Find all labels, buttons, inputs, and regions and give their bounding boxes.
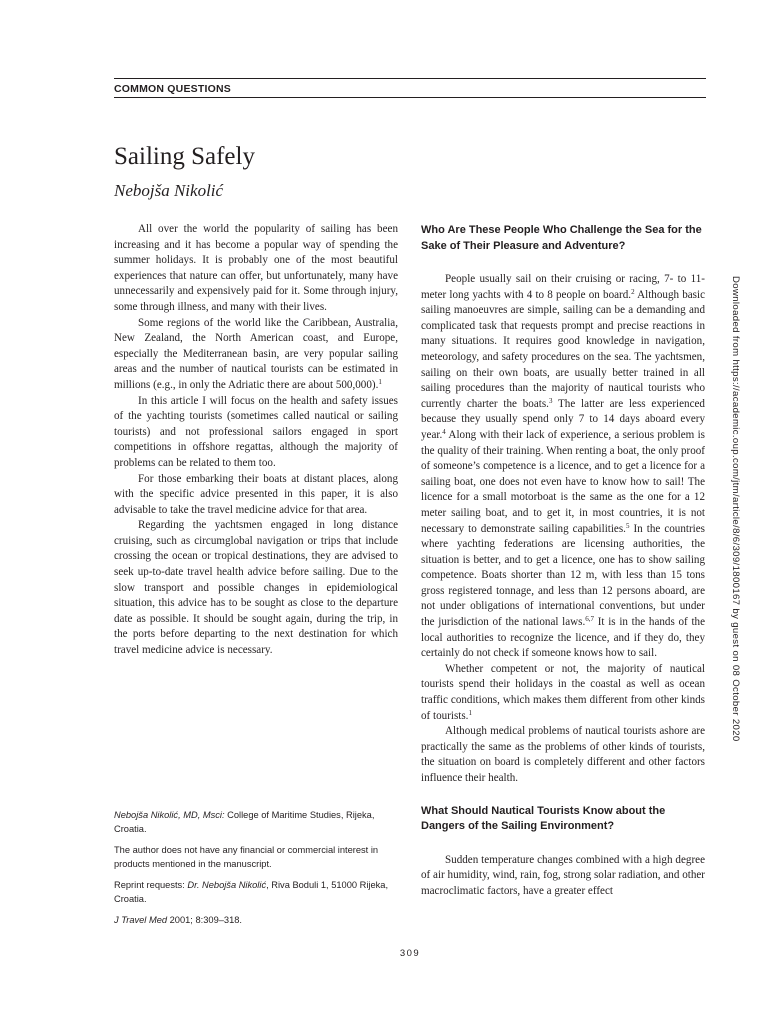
reference-marker: 2 (631, 287, 635, 296)
paragraph (114, 316, 398, 394)
paragraph-text: Some regions of the world like the Caribbean, Australia, New Zealand, the North American coast, and Europe, especially the Mediterranean basin, are very popular sailing areas and the number of nautical tourists can be estimated in millions (e.g., in only the Adriatic there are about 500,000). (114, 316, 398, 391)
article-author: Nebojša Nikolić (114, 181, 224, 200)
journal-name: J Travel Med (114, 915, 168, 925)
paragraph: Regarding the yachtsmen engaged in long distance cruising, such as circumglobal navigation or trips that include crossing the ocean or tropical destinations, they are advised to seek up-to-date travel health advice before sailing. Due to the slow transport and possible changes in epidemiological situation, this advice has to be sought as close to the departure date as possible. It should be sought again, during the trip, in the ports before departing to the next destination for which travel medicine advice is necessary. (114, 519, 398, 657)
author-credentials: Nebojša Nikolić, MD, Msci: (114, 810, 225, 820)
affiliation-text: College of Maritime Studies, Rijeka, Croatia. (114, 810, 375, 834)
paragraph-text: People usually sail on their cruising or racing, 7- to 11-meter long yachts with 4 to 8 people on board. (421, 273, 705, 301)
left-column (114, 222, 398, 659)
reprint-name: Dr. Nebojša Nikolić (187, 880, 267, 890)
disclosure-note: The author does not have any financial or commercial interest in products mentioned in the manuscript. (114, 845, 379, 869)
paragraph: Although medical problems of nautical tourists ashore are practically the same as the problems of other kinds of tourists, the situation on board is completely different and other factors influence their health. (421, 725, 705, 784)
section-heading: Who Are These People Who Challenge the Sea for the Sake of Their Pleasure and Adventure? (421, 224, 702, 252)
paragraph-text: In the countries where yachting federations are licensing authorities, the situation is better, and to get a licence, one has to show sailing competence. Boats shorter than 12 m, with less than 15 tons gross registered tonnage, and less than 12 persons aboard, are not under obligations of international conventions, but under the jurisdiction of the national laws. (421, 522, 705, 629)
citation-note (114, 913, 398, 927)
reprint-address: , Riva Boduli 1, 51000 Rijeka, Croatia. (114, 880, 389, 904)
reference-marker: 5 (625, 521, 630, 530)
footnotes (114, 808, 398, 934)
paragraph-text: Although basic sailing manoeuvres are simple, sailing can be a demanding and complicated task that requests prompt and precise reactions in many situations. It requires good knowledge in navigation, meteorology, and safety procedures on the sea. The yachtsmen, sailing on their own boats, are usually better trained in all sailing procedures than the majority of nautical tourists who currently charter the boats. (421, 288, 706, 410)
paragraph-text: Whether competent or not, the majority of nautical tourists spend their holidays in the coastal as well as ocean traffic conditions, which makes them different from other kinds of tourists. (421, 662, 705, 722)
section-label: COMMON QUESTIONS (114, 83, 231, 95)
author-affiliation-note (114, 808, 398, 836)
paragraph-text: Along with their lack of experience, a serious problem is the quality of their training. When renting a boat, the only proof of someone’s competence is a licence, and to get a licence for a sailing boat, one does not even have to know how to sail! The licence for a small motorboat is the same as the one for a 12 meter sailing boat, and to get it, in most countries, it is not necessary to demonstrate sailing capabilities. (421, 428, 705, 535)
paragraph (421, 272, 705, 662)
article-title: Sailing Safely (114, 143, 255, 170)
reference-marker: 4 (442, 427, 446, 436)
reference-marker: 1 (468, 708, 472, 717)
paragraph: In this article I will focus on the health and safety issues of the yachting tourists (sometimes called nautical or sailing tourists) and not professional sailors engaged in sport competitions in offshore regattas, although the majority of problems can be related to them too. (114, 394, 398, 469)
paragraph-text: The latter are less experienced because they usually spend only 7 to 14 days aboard every year. (421, 397, 705, 441)
paragraph: For those embarking their boats at distant places, along with the specific advice presented in this paper, it is also advisable to take the travel medicine advice for that area. (114, 472, 398, 516)
download-watermark: Downloaded from https://academic.oup.com/jtm/article/8/6/309/1800167 by guest on 08 October 2020 (730, 276, 741, 742)
paragraph: Sudden temperature changes combined with a high degree of air humidity, wind, rain, fog, strong solar radiation, and other macroclimatic factors, have a greater effect (421, 853, 705, 897)
reprint-label: Reprint requests: (114, 880, 188, 890)
section-heading: What Should Nautical Tourists Know about the Dangers of the Sailing Environment? (421, 804, 666, 833)
paragraph: All over the world the popularity of sailing has been increasing and it has become a popular way of spending the summer holidays. It is probably one of the most beautiful experiences that nature can offer, but unfortunately, many have unnecessarily and expensively paid for it. Some through injury, some through illness, and many with their lives. (114, 223, 398, 313)
right-column (421, 223, 705, 899)
header-rule-top (114, 78, 706, 79)
paragraph-text: It is in the hands of the local authorities to recognize the licence, and if they do, they certainly do not check if someone knows how to sail. (421, 616, 705, 660)
reference-marker: 1 (378, 377, 382, 386)
paragraph (421, 662, 705, 724)
page-number: 309 (399, 948, 421, 959)
header-rule-bottom (114, 97, 706, 98)
reference-marker: 3 (548, 396, 553, 405)
reprint-note (114, 878, 398, 906)
citation-text: 2001; 8:309–318. (167, 915, 243, 925)
reference-marker: 6,7 (585, 615, 595, 624)
